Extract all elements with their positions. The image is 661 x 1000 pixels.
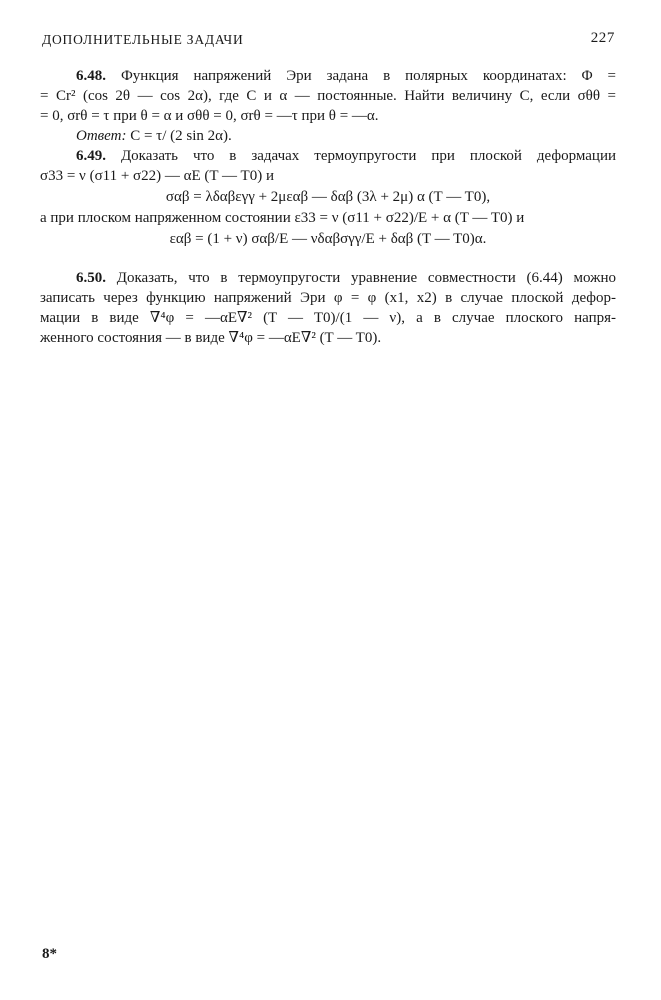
problem-text: Доказать, что в термоупругости уравнение совместности (6.44) можно — [116, 270, 617, 286]
answer-text: C = τ/ (2 sin 2α). — [130, 128, 232, 144]
problem-text-line: = 0, σrθ = τ при θ = α и σθθ = 0, σrθ = —τ при θ = —α. — [40, 108, 379, 124]
problem-text-line — [40, 146, 616, 166]
problem-text-line: мации в виде ∇⁴φ = —αE∇² (T — T0)/(1 — ν), а в случае плоского напря- — [40, 310, 616, 326]
problem-text-line: а при плоском напряженном состоянии ε33 = ν (σ11 + σ22)/E + α (T — T0) и — [40, 210, 525, 226]
formula-strain: εαβ = (1 + ν) σαβ/E — νδαβσγγ/E + δαβ (T — T0)α. — [169, 231, 487, 247]
answer-line — [40, 126, 616, 146]
problem-6-50 — [40, 268, 616, 348]
problem-text-line — [40, 268, 616, 288]
answer-label: Ответ: — [76, 128, 127, 144]
problem-number: 6.48. — [76, 68, 106, 84]
problem-text-line: = Cr² (cos 2θ — cos 2α), где C и α — постоянные. Найти величину C, если σθθ = — [40, 88, 616, 104]
page-number: 227 — [590, 30, 615, 46]
running-title: ДОПОЛНИТЕЛЬНЫЕ ЗАДАЧИ — [42, 32, 244, 47]
running-head — [42, 32, 615, 52]
problem-number: 6.50. — [76, 270, 106, 286]
problem-number: 6.49. — [76, 148, 106, 164]
problem-text: Функция напряжений Эри задана в полярных координатах: Φ = — [120, 68, 616, 84]
problem-6-49 — [40, 146, 616, 250]
problem-text-line — [40, 66, 616, 86]
formula-stress: σαβ = λδαβεγγ + 2μεαβ — δαβ (3λ + 2μ) α (T — T0), — [165, 189, 491, 205]
problem-text: Доказать что в задачах термоупругости при плоской деформации — [120, 148, 616, 164]
problem-text-line: записать через функцию напряжений Эри φ = φ (x1, x2) в случае плоской дефор- — [40, 290, 616, 306]
problem-6-48 — [40, 66, 616, 146]
problem-text-line: женного состояния — в виде ∇⁴φ = —αE∇² (T — T0). — [40, 330, 382, 346]
problem-text-line: σ33 = ν (σ11 + σ22) — αE (T — T0) и — [40, 168, 274, 184]
signature-mark: 8* — [42, 946, 57, 962]
